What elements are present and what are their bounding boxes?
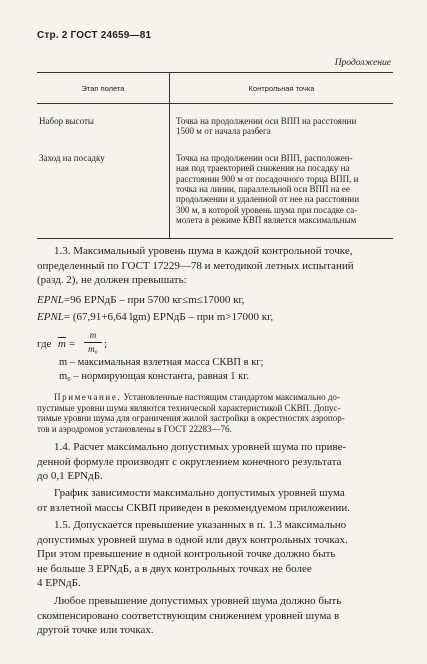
- equals-sign: =: [69, 338, 76, 350]
- paragraph-1-4: [37, 440, 393, 484]
- text-line: При этом превышение в одной контрольной точке должно быть: [37, 548, 336, 560]
- paragraph-1-3: [37, 244, 393, 288]
- cell-line: 1500 м от начала разбега: [176, 126, 271, 137]
- cell-line: молета в режиме КВП является максимальным: [176, 215, 357, 226]
- text-line: денной формуле производят с округлением конечного результата: [37, 455, 342, 468]
- definition-m: m – максимальная взлетная масса СКВП в кг;: [59, 357, 264, 368]
- note-text: тов и аэродромов установлены в ГОСТ 22283—76.: [37, 423, 232, 434]
- cell-line: ная под траекторией снижения на посадку на: [176, 163, 350, 174]
- cell-line: 300 м, в которой уровень шума при посадке са-: [176, 204, 358, 215]
- paragraph-compensation: [37, 594, 393, 638]
- definition-m0: m₀ – нормирующая константа, равная 1 кг.: [59, 371, 250, 382]
- semicolon: ;: [104, 338, 108, 350]
- text-line: до 0,1 EPNдБ.: [37, 470, 103, 482]
- cell-line: Точка на продолжении оси ВПП, расположен-: [176, 152, 353, 163]
- text-line: не больше 3 EPNдБ, а в двух контрольных точках не более: [37, 562, 312, 575]
- cell-line: расстоянии 900 м от посадочного торца ВПП, и: [176, 173, 359, 184]
- text-line: 1.3. Максимальный уровень шума в каждой контрольной точке,: [54, 245, 353, 257]
- fraction-numerator: m: [89, 330, 97, 340]
- formula-rhs: = (67,91+6,64 lgm) EPNдБ – при m>17000 кг,: [63, 311, 274, 323]
- header-flight-stage: Этап полета: [81, 83, 125, 93]
- control-points-table: [37, 72, 393, 239]
- formula-1: [37, 294, 244, 306]
- point-cell: [169, 104, 393, 147]
- stage-cell: Заход на посадку: [39, 152, 105, 163]
- text-line: (разд. 2), не должен превышать:: [37, 274, 187, 286]
- text-line: 1.4. Расчет максимально допустимых уровней шума по приве-: [54, 441, 347, 453]
- text-line: определенный по ГОСТ 17229—78 и методикой летных испытаний: [37, 259, 354, 272]
- cell-line: Точка на продолжении оси ВПП на расстоянии: [176, 116, 357, 126]
- definitions: [59, 356, 393, 384]
- stage-cell: Набор высоты: [39, 116, 94, 126]
- formula-lhs: EPNL: [37, 294, 64, 306]
- formula-2: [37, 311, 273, 323]
- note-text: тимые уровни шума для ограничения жилой застройки в окрестностях аэропор-: [37, 413, 345, 424]
- where-lead: где: [37, 338, 52, 350]
- text-line: от взлетной массы СКВП приведен в рекомендуемом приложении.: [37, 501, 350, 514]
- text-line: Любое превышение допустимых уровней шума должно быть: [54, 595, 342, 607]
- page-number: Стр. 2: [37, 30, 68, 41]
- fraction-denominator: m₀: [88, 344, 98, 354]
- table-row: [37, 147, 393, 238]
- continued-label: Продолжение: [334, 58, 391, 68]
- point-cell: [169, 147, 393, 238]
- text-line: другой точке или точках.: [37, 624, 154, 636]
- text-line: скомпенсировано соответствующим снижением уровней шума в: [37, 609, 340, 622]
- m-bar: $\overline{m}$: [58, 338, 66, 350]
- text-line: 4 EPNдБ.: [37, 577, 81, 589]
- table-header: [37, 73, 393, 104]
- table-row: [37, 104, 393, 147]
- formula-lhs: EPNL: [37, 311, 64, 323]
- text-line: 1.5. Допускается превышение указанных в п. 1.3 максимально: [54, 519, 347, 531]
- paragraph-graph: [37, 486, 393, 515]
- note-block: [37, 392, 393, 434]
- standard-code: ГОСТ 24659—81: [70, 30, 152, 41]
- note-text: пустимые уровни шума являются технической характеристикой СКВП. Допус-: [37, 402, 341, 413]
- header-control-point: Контрольная точка: [169, 73, 393, 103]
- page-header: [37, 30, 151, 41]
- cell-line: точка на линии, параллельной оси ВПП на ее: [176, 184, 350, 195]
- cell-line: продолжении и удаленной от нее на расстоянии: [176, 194, 360, 205]
- paragraph-1-5: [37, 518, 393, 591]
- note-text: Установленные настоящим стандартом максимально до-: [121, 392, 340, 402]
- fraction-bar: [84, 342, 102, 343]
- note-label: Примечание.: [54, 392, 122, 402]
- text-line: допустимых уровней шума в одной или двух контрольных точках.: [37, 533, 348, 546]
- formula-rhs: =96 EPNдБ – при 5700 кг≤m≤17000 кг,: [63, 294, 245, 306]
- text-line: График зависимости максимально допустимых уровней шума: [54, 487, 345, 499]
